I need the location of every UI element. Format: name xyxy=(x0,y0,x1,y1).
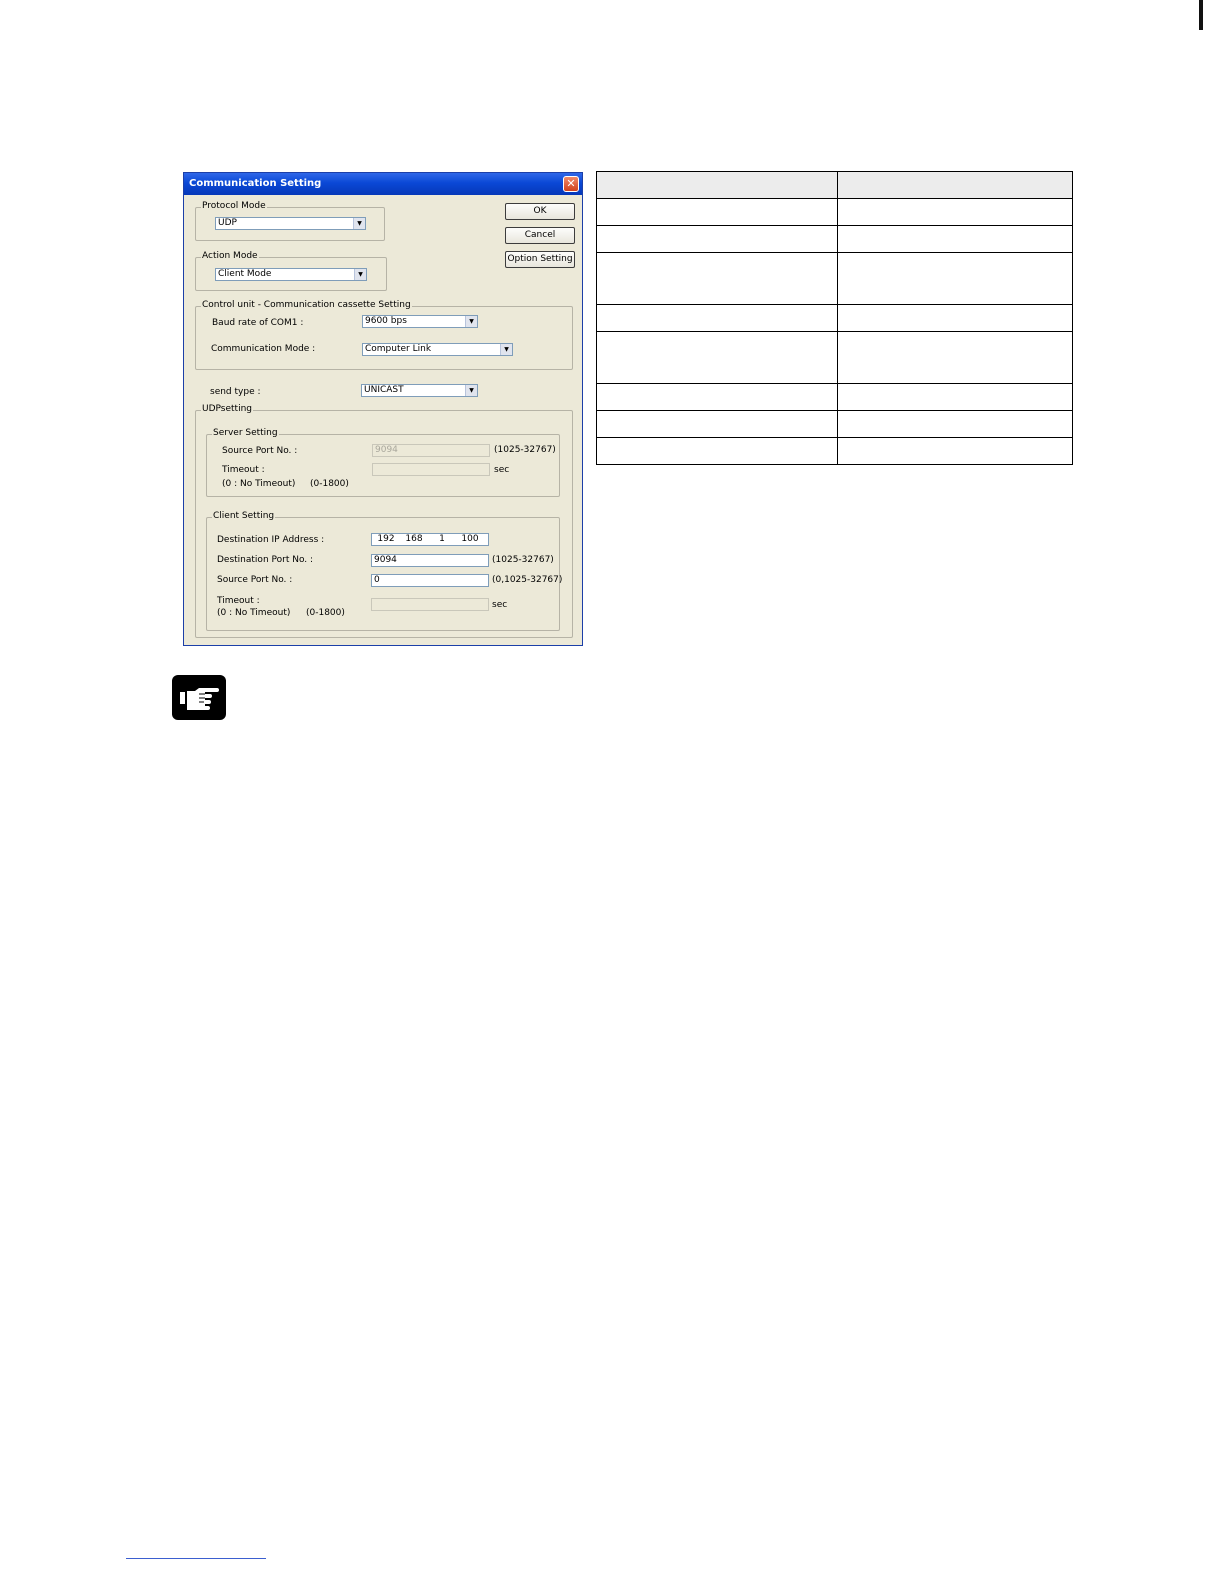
table-row xyxy=(597,332,1073,384)
chevron-down-icon: ▼ xyxy=(465,316,477,327)
action-mode-value: Client Mode xyxy=(218,269,272,279)
communication-setting-dialog xyxy=(183,172,583,646)
table-cell xyxy=(838,438,1073,465)
table-cell xyxy=(597,253,838,305)
table-cell xyxy=(838,253,1073,305)
close-button[interactable]: ✕ xyxy=(563,176,579,192)
baud-rate-label: Baud rate of COM1 : xyxy=(212,318,304,328)
table-row xyxy=(597,384,1073,411)
action-mode-label: Action Mode xyxy=(202,251,258,261)
server-setting-group xyxy=(206,428,560,497)
table-header-cell xyxy=(597,172,838,199)
send-type-label: send type : xyxy=(210,387,261,397)
table-cell xyxy=(597,384,838,411)
communication-mode-value: Computer Link xyxy=(365,344,432,354)
client-setting-label: Client Setting xyxy=(213,511,275,521)
destination-port-label: Destination Port No. : xyxy=(217,555,314,565)
table-row xyxy=(597,305,1073,332)
chevron-down-icon: ▼ xyxy=(354,269,366,280)
table-cell xyxy=(597,226,838,253)
send-type-select[interactable] xyxy=(361,384,478,397)
send-type-value: UNICAST xyxy=(364,385,404,395)
ok-button[interactable]: OK xyxy=(505,203,575,220)
destination-ip-label: Destination IP Address : xyxy=(217,535,325,545)
protocol-mode-select[interactable] xyxy=(215,217,366,230)
table-cell xyxy=(838,411,1073,438)
destination-port-range: (1025-32767) xyxy=(492,555,554,565)
table-cell xyxy=(838,332,1073,384)
chevron-down-icon: ▼ xyxy=(465,385,477,396)
communication-mode-select[interactable] xyxy=(362,343,513,356)
option-setting-button[interactable]: Option Setting xyxy=(505,251,575,268)
table-row xyxy=(597,253,1073,305)
server-source-port-input: 9094 xyxy=(372,444,490,457)
client-timeout-range: (0-1800) xyxy=(306,608,345,618)
communication-mode-label: Communication Mode : xyxy=(211,344,316,354)
table-cell xyxy=(597,305,838,332)
chevron-down-icon: ▼ xyxy=(500,344,512,355)
server-timeout-note: (0 : No Timeout) xyxy=(222,479,296,489)
server-timeout-range: (0-1800) xyxy=(310,479,349,489)
dialog-title: Communication Setting xyxy=(184,173,582,195)
table-cell xyxy=(838,384,1073,411)
server-timeout-label: Timeout : xyxy=(222,465,265,475)
pointing-hand-icon xyxy=(172,675,226,720)
table-row xyxy=(597,438,1073,465)
server-source-port-label: Source Port No. : xyxy=(222,446,298,456)
client-timeout-label: Timeout : xyxy=(217,596,260,606)
table-cell xyxy=(838,199,1073,226)
client-timeout-unit: sec xyxy=(492,600,508,610)
client-timeout-input xyxy=(371,598,489,611)
table-header-cell xyxy=(838,172,1073,199)
client-setting-group xyxy=(206,511,563,631)
chevron-down-icon: ▼ xyxy=(353,218,365,229)
ip-octet-4: 100 xyxy=(461,534,479,544)
protocol-mode-label: Protocol Mode xyxy=(202,201,266,211)
table-cell xyxy=(597,332,838,384)
cancel-button[interactable]: Cancel xyxy=(505,227,575,244)
ip-octet-3: 1 xyxy=(439,534,445,544)
destination-ip-input[interactable] xyxy=(371,533,489,546)
ip-octet-2: 168 xyxy=(405,534,423,544)
table-cell xyxy=(597,199,838,226)
table-cell xyxy=(597,411,838,438)
server-timeout-unit: sec xyxy=(494,465,510,475)
baud-rate-value: 9600 bps xyxy=(365,316,407,326)
table-cell xyxy=(597,438,838,465)
table-row xyxy=(597,199,1073,226)
action-mode-group xyxy=(195,251,387,291)
protocol-mode-group xyxy=(195,201,385,241)
udp-setting-label: UDPsetting xyxy=(202,404,252,414)
page-edge-mark xyxy=(1199,0,1203,30)
control-unit-label: Control unit - Communication cassette Setting xyxy=(202,300,411,310)
server-setting-label: Server Setting xyxy=(213,428,278,438)
footer-rule xyxy=(126,1558,266,1559)
server-timeout-input xyxy=(372,463,490,476)
destination-port-input[interactable]: 9094 xyxy=(371,554,489,567)
client-source-port-input[interactable]: 0 xyxy=(371,574,489,587)
table-cell xyxy=(838,226,1073,253)
action-mode-select[interactable] xyxy=(215,268,367,281)
table-row xyxy=(597,411,1073,438)
ip-octet-1: 192 xyxy=(377,534,395,544)
table-cell xyxy=(838,305,1073,332)
settings-reference-table xyxy=(596,171,1073,465)
server-source-port-range: (1025-32767) xyxy=(494,445,556,455)
client-source-port-label: Source Port No. : xyxy=(217,575,293,585)
table-row xyxy=(597,226,1073,253)
udp-setting-group xyxy=(195,404,573,638)
control-unit-group xyxy=(195,300,573,370)
client-timeout-note: (0 : No Timeout) xyxy=(217,608,291,618)
client-source-port-range: (0,1025-32767) xyxy=(492,575,563,585)
baud-rate-select[interactable] xyxy=(362,315,478,328)
table-header-row xyxy=(597,172,1073,199)
protocol-mode-value: UDP xyxy=(218,218,237,228)
